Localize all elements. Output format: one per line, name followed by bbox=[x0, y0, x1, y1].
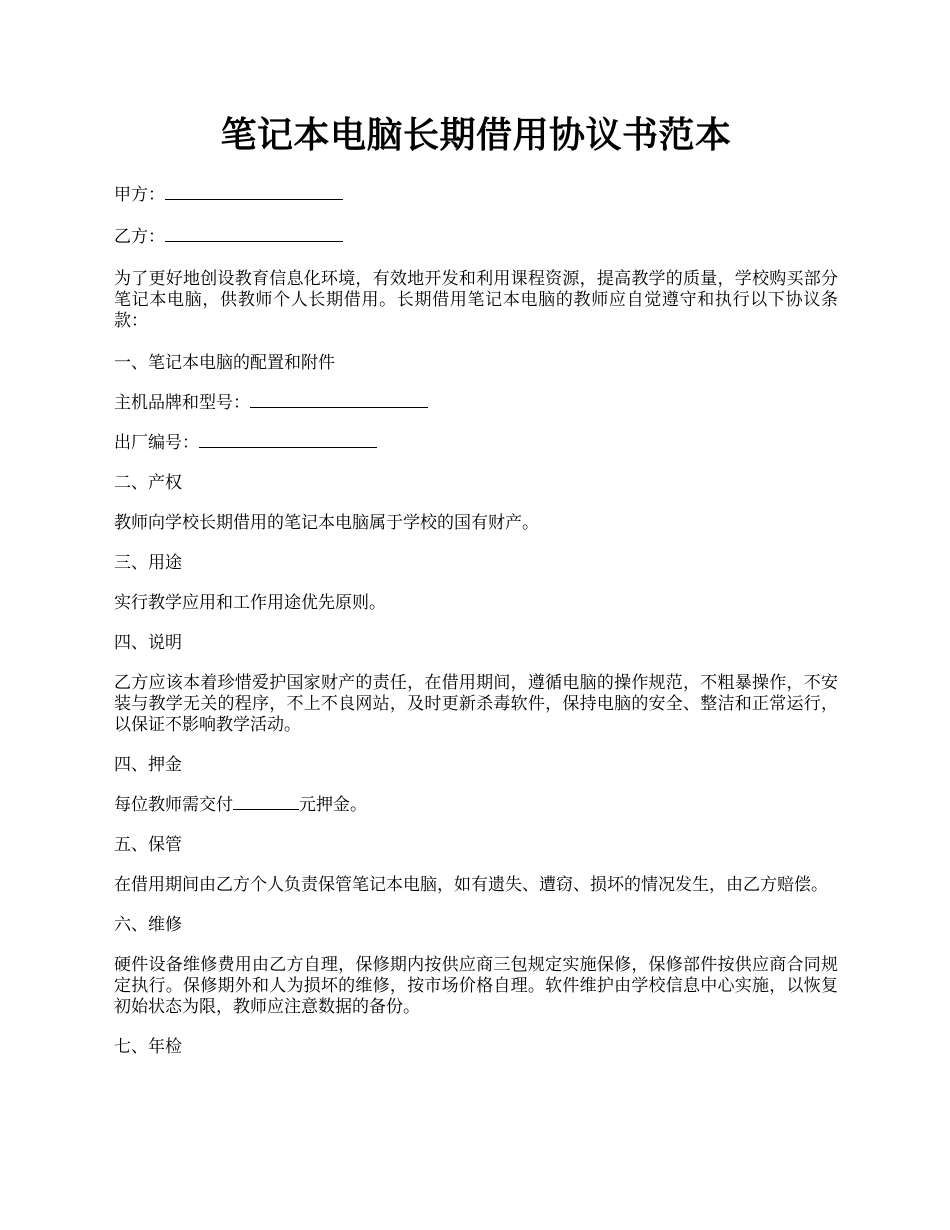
deposit-suffix: 元押金。 bbox=[299, 795, 367, 815]
section-5-heading: 五、保管 bbox=[114, 835, 182, 855]
party-b-label: 乙方： bbox=[114, 227, 165, 247]
section-4-text: 乙方应该本着珍惜爱护国家财产的责任，在借用期间，遵循电脑的操作规范，不粗暴操作，不安装与教学无关的程序，不上不良网站，及时更新杀毒软件，保持电脑的安全、整洁和正常运行，以保证不影响教学活动。 bbox=[114, 673, 838, 735]
party-a-label: 甲方： bbox=[114, 185, 165, 205]
party-b-blank bbox=[165, 227, 343, 242]
party-a-line bbox=[114, 185, 838, 206]
intro-paragraph: 为了更好地创设教育信息化环境，有效地开发和利用课程资源，提高教学的质量，学校购买部分笔记本电脑，供教师个人长期借用。长期借用笔记本电脑的教师应自觉遵守和执行以下协议条款： bbox=[114, 269, 838, 331]
section-4b-heading: 四、押金 bbox=[114, 755, 182, 775]
serial-line bbox=[114, 433, 838, 454]
deposit-prefix: 每位教师需交付 bbox=[114, 795, 233, 815]
serial-label: 出厂编号： bbox=[114, 433, 199, 453]
section-6-text: 硬件设备维修费用由乙方自理，保修期内按供应商三包规定实施保修，保修部件按供应商合同规定执行。保修期外和人为损坏的维修，按市场价格自理。软件维护由学校信息中心实施，以恢复初始状态为限，教师应注意数据的备份。 bbox=[114, 955, 838, 1017]
deposit-blank bbox=[233, 795, 299, 810]
section-3-heading: 三、用途 bbox=[114, 553, 182, 573]
section-2-text: 教师向学校长期借用的笔记本电脑属于学校的国有财产。 bbox=[114, 513, 539, 533]
section-4-heading: 四、说明 bbox=[114, 633, 182, 653]
document-title: 笔记本电脑长期借用协议书范本 bbox=[220, 114, 732, 156]
section-3-text: 实行教学应用和工作用途优先原则。 bbox=[114, 593, 386, 613]
party-b-line bbox=[114, 227, 838, 248]
party-a-blank bbox=[165, 185, 343, 200]
serial-blank bbox=[199, 433, 377, 448]
model-line bbox=[114, 393, 838, 414]
deposit-line bbox=[114, 795, 838, 816]
section-7-heading: 七、年检 bbox=[114, 1037, 182, 1057]
section-1-heading: 一、笔记本电脑的配置和附件 bbox=[114, 353, 335, 373]
section-2-heading: 二、产权 bbox=[114, 473, 182, 493]
section-6-heading: 六、维修 bbox=[114, 915, 182, 935]
section-5-text: 在借用期间由乙方个人负责保管笔记本电脑，如有遗失、遭窃、损坏的情况发生，由乙方赔偿。 bbox=[114, 875, 828, 895]
model-label: 主机品牌和型号： bbox=[114, 393, 250, 413]
model-blank bbox=[250, 393, 428, 408]
